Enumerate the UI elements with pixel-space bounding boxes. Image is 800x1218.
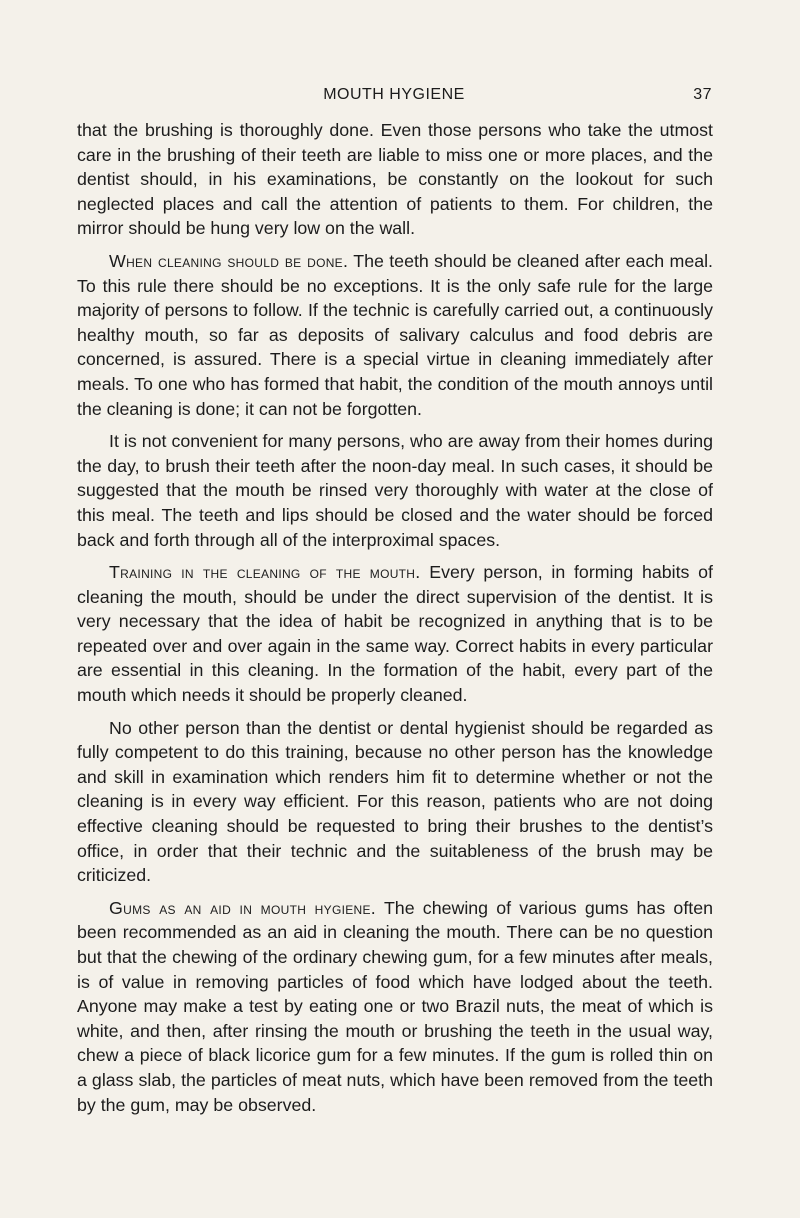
paragraph-continuation [77, 118, 713, 241]
paragraph-training [77, 560, 713, 708]
section-heading: Training in the cleaning of the mouth. [109, 562, 421, 583]
body-text [77, 118, 713, 1125]
section-heading: When cleaning should be done. [109, 250, 349, 271]
paragraph-text: It is not convenient for many persons, who are away from their homes during the day, to brush their teeth after the noon-day meal. In such cases, it should be suggested that the mouth be rinsed very thoroughly with water at the close of this meal. The teeth and lips should be closed and the water should be forced back and forth through all of the interproximal spaces. [77, 431, 713, 550]
paragraph-text: The chewing of various gums has often been recommended as an aid in cleaning the mouth. There can be no question but that the chewing of the ordinary chewing gum, for a few minutes after meals, is of value in removing particles of food which have lodged about the teeth. Anyone may make a test by eating one or two Brazil nuts, the meat of which is white, and then, after rinsing the mouth or brushing the teeth in the usual way, chew a piece of black licorice gum for a few minutes. If the gum is rolled thin on a glass slab, the particles of meat nuts, which have been removed from the teeth by the gum, may be observed. [77, 897, 713, 1115]
section-heading: Gums as an aid in mouth hygiene. [109, 897, 377, 918]
paragraph-text: that the brushing is thoroughly done. Even those persons who take the utmost care in the brushing of their teeth are liable to miss one or more places, and the dentist should, in his examinations, be constantly on the lookout for such neglected places and call the attention of patients to them. For children, the mirror should be hung very low on the wall. [77, 120, 713, 239]
paragraph-text: No other person than the dentist or dental hygienist should be regarded as fully competent to do this training, because no other person has the knowledge and skill in examination which renders him fit to determine whether or not the cleaning is in every way efficient. For this reason, patients who are not doing effective cleaning should be requested to bring their brushes to the dentist’s office, in order that their technic and the suitableness of the brush may be criticized. [77, 717, 713, 886]
running-head [76, 86, 712, 108]
running-title: MOUTH HYGIENE [323, 86, 465, 103]
paragraph-noon-day [77, 429, 713, 552]
page-number: 37 [693, 86, 712, 103]
paragraph-when-cleaning [77, 249, 713, 421]
paragraph-dentist-training [77, 716, 713, 888]
paragraph-text: The teeth should be cleaned after each meal. To this rule there should be no exceptions. It is the only safe rule for the large majority of persons to follow. If the technic is carefully carried out, a continuously healthy mouth, so far as deposits of salivary calculus and food debris are concerned, is assured. There is a special virtue in cleaning immediately after meals. To one who has formed that habit, the condition of the mouth annoys until the cleaning is done; it can not be forgotten. [77, 250, 713, 419]
paragraph-gums [77, 896, 713, 1117]
paragraph-text: Every person, in forming habits of cleaning the mouth, should be under the direct supervision of the dentist. It is very necessary that the idea of habit be recognized in anything that is to be repeated over and over again in the same way. Correct habits in every particular are essential in this cleaning. In the formation of the habit, every part of the mouth which needs it should be properly cleaned. [77, 562, 713, 706]
